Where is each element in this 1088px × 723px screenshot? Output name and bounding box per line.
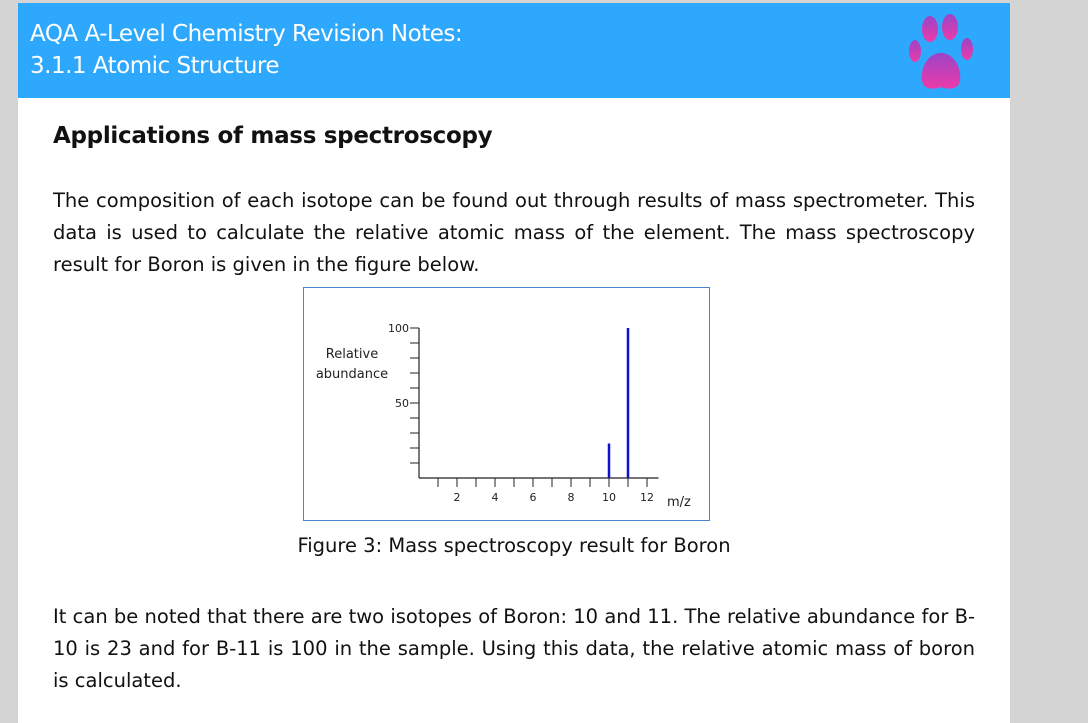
x-tick-label: 8 [567,491,575,504]
x-tick-label: 6 [529,491,537,504]
mass-spectrum-figure [303,287,710,521]
y-tick-label: 50 [395,397,409,410]
page [18,3,1010,723]
intro-paragraph: The composition of each isotope can be found out through results of mass spectrometer. This data is used to calculate the relative atomic mass of the element. The mass spectroscopy result for Boron is given in the figure below. [53,189,975,276]
mass-spectrum-chart [304,288,709,520]
header-banner [18,3,1010,98]
x-tick-label: 2 [453,491,461,504]
isotope-paragraph: It can be noted that there are two isotopes of Boron: 10 and 11. The relative abundance for B-10 is 23 and for B-11 is 100 in the sample. Using this data, the relative atomic mass of boron is calculated. [53,605,975,692]
x-tick-label: 12 [640,491,654,504]
y-axis-label: Relative [325,347,379,362]
x-axis-label: m/z [667,495,691,510]
paw-print-icon [906,13,976,91]
header-subtitle: 3.1.1 Atomic Structure [30,53,279,79]
figure-caption: Figure 3: Mass spectroscopy result for Boron [297,534,731,557]
y-tick-label: 100 [388,322,409,335]
section-heading: Applications of mass spectroscopy [53,123,493,149]
y-axis-label: abundance [315,367,389,382]
header-title: AQA A-Level Chemistry Revision Notes: [30,21,463,47]
x-tick-label: 10 [602,491,616,504]
x-tick-label: 4 [491,491,499,504]
